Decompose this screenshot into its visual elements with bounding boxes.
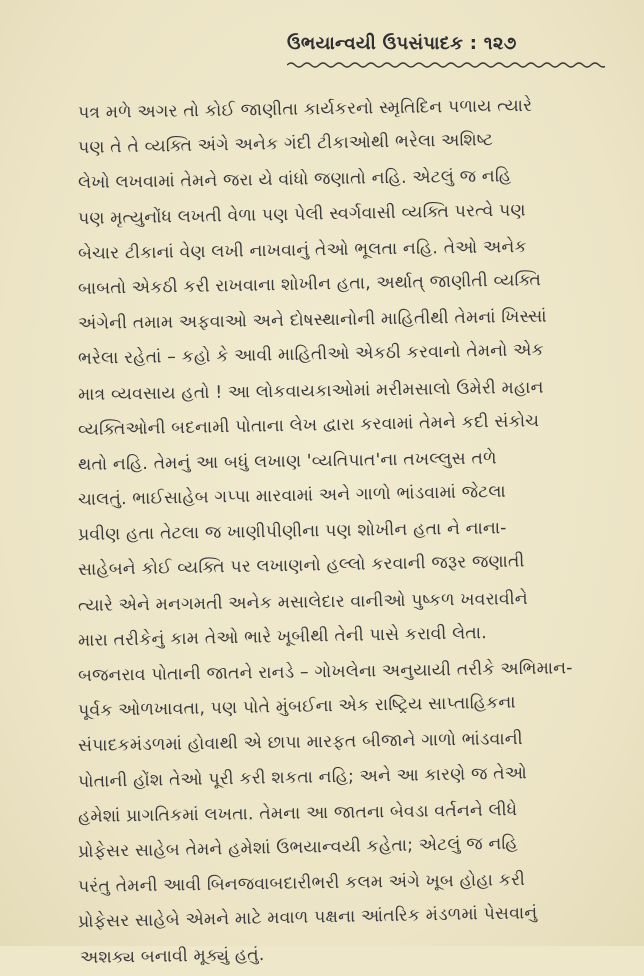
- text-line: મારા તરીકેનું કામ તેઓ ભારે ખૂબીથી તેની પાસે કરાવી લેતા.: [77, 622, 487, 651]
- body-text: [78, 96, 600, 976]
- text-line: ભરેલા રહેતાં – કહો કે આવી માહિતીઓ એકઠી કરવાનો તેમનો એક: [77, 340, 545, 370]
- text-line: હમેશાં પ્રાગતિકમાં લખતા. તેમના આ જાતના બેવડા વર્તનને લીધે: [77, 799, 518, 827]
- text-line: ચાલતું. ભાઈસાહેબ ગપ્પા મારવામાં અને ગાળો ભાંડવામાં જેટલા: [77, 481, 507, 511]
- text-line: લેખો લખવામાં તેમને જરા યે વાંધો જણાતો નહિ. એટલું જ નહિ: [77, 166, 512, 194]
- text-line: સાહેબને કોઈ વ્યક્તિ પર લખાણનો હલ્લો કરવાની જરૂર જણાતી: [77, 551, 525, 581]
- text-line: અંગેની તમામ અફવાઓ અને દોષસ્થાનોની માહિતીથી તેમનાં ખિસ્સાં: [77, 306, 547, 335]
- text-line: પણ તે તે વ્યક્તિ અંગે અનેક ગંદી ટીકાઓથી ભરેલા અશિષ્ટ: [77, 130, 494, 159]
- text-line: થતો નહિ. તેમનું આ બધું લખાણ 'વ્યતિપાત'ના તખલ્લુસ તળે: [77, 448, 497, 475]
- text-line: બેચાર ટીકાનાં વેણ લખી નાખવાનું તેઓ ભૂલતા નહિ. તેઓ અનેક: [77, 236, 527, 264]
- text-line: માત્ર વ્યવસાય હતો ! આ લોકવાયકાઓમાં મરીમસાલો ઉમેરી મહાન: [77, 377, 544, 405]
- running-head: [287, 33, 617, 67]
- text-line: બજનરાવ પોતાની જાતને રાનડે – ગોખલેના અનુયાયી તરીકે અભિમાન-: [77, 658, 573, 686]
- text-line: પ્રોફેસર સાહેબ તેમને હમેશાં ઉભયાન્વયી કહેતા; એટલું જ નહિ: [77, 833, 518, 862]
- running-head-title: ઉભયાન્વયી ઉપસંપાદક : ૧૨૭: [287, 33, 517, 54]
- text-line: સંપાદકમંડળમાં હોવાથી એ છાપા મારફત બીજાને ગાળો ભાંડવાની: [77, 729, 523, 757]
- text-line: અશક્ય બનાવી મૂક્યું હતું.: [79, 944, 265, 968]
- text-line: વ્યક્તિઓની બદનામી પોતાના લેખ દ્વારા કરવામાં તેમને કદી સંકોચ: [77, 410, 540, 440]
- wavy-rule: [287, 61, 605, 69]
- text-line: પ્રોફેસર સાહેબે એમને માટે મવાળ પક્ષના આંતરિક મંડળમાં પેસવાનું: [77, 903, 538, 933]
- text-line: પણ મૃત્યુનોંધ લખતી વેળા પણ પેલી સ્વર્ગવાસી વ્યક્તિ પરત્વે પણ: [77, 199, 526, 229]
- text-line: પત્ર મળે અગર તો કોઈ જાણીતા કાર્યકરનો સ્મૃતિદિન પળાય ત્યારે: [77, 95, 533, 123]
- text-line: પોતાની હોંશ તેઓ પૂરી કરી શકતા નહિ; અને આ કારણે જ તેઓ: [77, 762, 528, 792]
- text-line: ત્યારે એને મનગમતી અનેક મસાલેદાર વાનીઓ પુષ્કળ ખવરાવીને: [77, 588, 528, 616]
- text-line: પ્રવીણ હતા તેટલા જ ખાણીપીણીના પણ શોખીન હતા ને નાના-: [77, 518, 507, 546]
- text-line: બાબતો એકઠી કરી રાખવાના શોખીન હતા, અર્થાત્ જાણીતી વ્યક્તિ: [77, 270, 542, 299]
- text-line: પૂર્વક ઓળખાવતા, પણ પોતે મુંબઈના એક રાષ્ટ્રિય સાપ્તાહિકના: [77, 692, 516, 722]
- text-line: પરંતુ તેમની આવી બિનજવાબદારીભરી કલમ અંગે ખૂબ હોહા કરી: [77, 870, 526, 898]
